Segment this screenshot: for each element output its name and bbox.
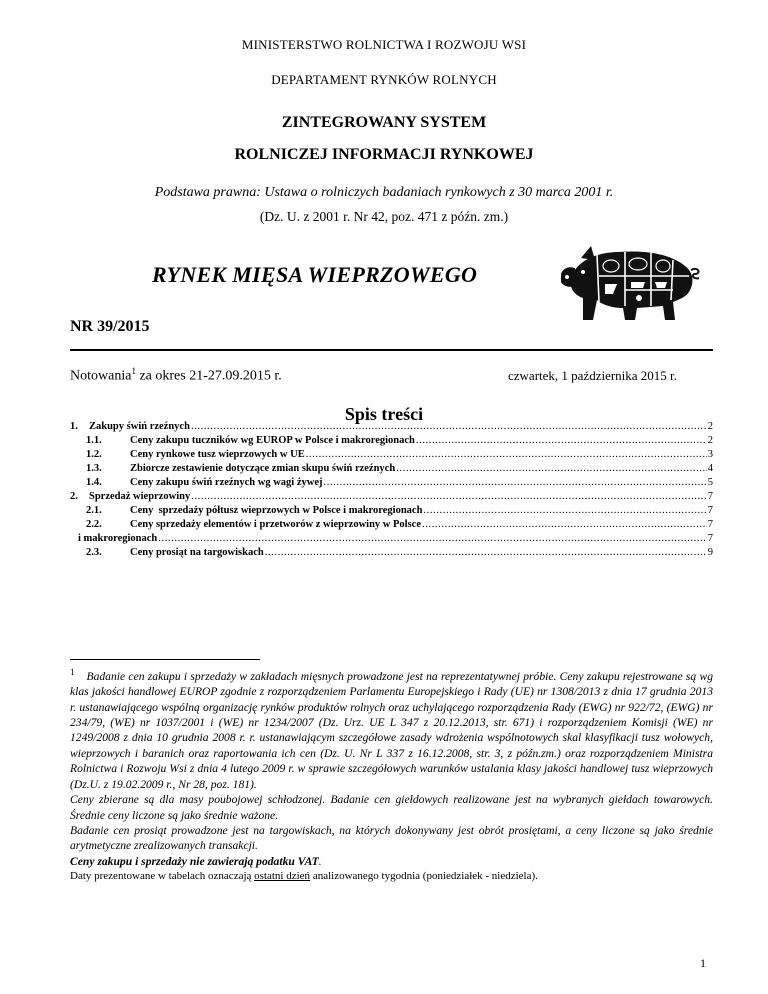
toc-entry-number: 2.2. <box>86 519 102 530</box>
toc-entry-title: Zbiorcze zestawienie dotyczące zmian skupu świń rzeźnych <box>130 463 396 474</box>
toc-entry-page: 2 <box>707 435 713 446</box>
issue-number: NR 39/2015 <box>70 318 150 335</box>
toc-entry-number: 1.2. <box>86 449 102 460</box>
quotation-label: Notowania <box>70 368 132 384</box>
publication-date: czwartek, 1 października 2015 r. <box>508 368 677 383</box>
footnote-paragraph: Ceny zbierane są dla masy poubojowej schłodzonej. Badanie cen giełdowych realizowane jest na wybranych giełdach towarowych. Średnie ceny liczone są jako średnie ważone. <box>70 793 713 822</box>
toc-entry[interactable] <box>86 433 713 446</box>
toc-entry-number: 1. <box>70 421 78 432</box>
footnote-text: Badanie cen zakupu i sprzedaży w zakładach mięsnych prowadzone jest na reprezentatywnej próbie. Ceny zakupu rejestrowane są wg klas jakości handlowej EUROP zgodnie z rozporządzeniem Parlamentu Europejskiego i Rady (UE) nr 1308/2013 z dnia 17 grudnia 2013 r. ustanawiającego wspólną organizację rynków produktów rolnych oraz uchylającego rozporządzenia Rady (EWG) nr 922/72, (EWG) nr 234/79, (WE) nr 1037/2001 i (WE) nr 1234/2007 (Dz. Urz. UE L 347 z 20.12.2013, str. 671) i rozporządzeniem Komisji (WE) nr 1249/2008 z dnia 10 grudnia 2008 r. r. ustanawiającym szczegółowe zasady wdrożenia wspólnotowych skal klasyfikacji tusz wołowych, wieprzowych i baranich oraz raportowania ich cen (Dz. U. Nr L 337 z 16.12.2008, str. 3, z późn.zm.) oraz rozporządzeniem Ministra Rolnictwa i Rozwoju Wsi z dnia 4 lutego 2009 r. w sprawie szczegółowych warunków ustalania klasy jakości handlowej tusz wieprzowych (Dz.U. z 19.02.2009 r., Nr 28, poz. 181). <box>70 669 713 791</box>
toc-entry[interactable] <box>86 545 713 558</box>
toc-entry-number: 2.1. <box>86 505 102 516</box>
toc-entry-page: 7 <box>707 533 713 544</box>
toc-entry-number: 1.3. <box>86 463 102 474</box>
toc-entry-title: Ceny zakupu świń rzeźnych wg wagi żywej <box>130 477 323 488</box>
toc-leader <box>324 477 707 488</box>
market-title: RYNEK MIĘSA WIEPRZOWEGO <box>152 262 478 287</box>
toc-leader <box>191 421 707 432</box>
toc-entry[interactable] <box>86 503 713 516</box>
dates-note-text: Daty prezentowane w tabelach oznaczają <box>70 870 255 883</box>
toc-entry-page: 5 <box>707 477 713 488</box>
toc-entry-page: 7 <box>707 505 713 516</box>
toc-entry-number: 1.4. <box>86 477 102 488</box>
toc-leader <box>423 505 706 516</box>
toc-entry-title: Sprzedaż wieprzowiny <box>89 491 191 502</box>
legal-basis: Podstawa prawna: Ustawa o rolniczych badaniach rynkowych z 30 marca 2001 r. <box>154 185 614 200</box>
footnote-ref[interactable]: 1 <box>131 366 136 376</box>
toc-entry[interactable] <box>86 475 713 488</box>
dates-note-underlined: ostatni dzień <box>254 870 311 883</box>
vat-notice-period: . <box>318 854 322 868</box>
system-title-line2: ROLNICZEJ INFORMACJI RYNKOWEJ <box>234 146 534 163</box>
system-title-line1: ZINTEGROWANY SYSTEM <box>281 114 487 131</box>
pig-icon <box>553 240 705 324</box>
ministry-name: MINISTERSTWO ROLNICTWA I ROZWOJU WSI <box>241 37 527 52</box>
footnote-paragraph <box>70 665 713 792</box>
toc-leader <box>158 533 707 544</box>
toc-entry-page: 7 <box>707 491 713 502</box>
quotation-range: za okres 21-27.09.2015 r. <box>135 368 282 384</box>
toc-entry[interactable] <box>70 489 713 502</box>
footnote-separator <box>70 659 260 660</box>
footnote-vat-notice <box>70 854 713 869</box>
footnote-paragraph: Badanie cen prosiąt prowadzone jest na targowiskach, na których dokonywany jest obrót prosiętami, a ceny liczone są jako średnie arytmetyczne zrealizowanych transakcji. <box>70 823 713 853</box>
legal-reference: (Dz. U. z 2001 r. Nr 42, poz. 471 z późn. zm.) <box>259 209 509 224</box>
toc-leader <box>306 449 707 460</box>
toc-entry-page: 9 <box>707 547 713 558</box>
toc-entry[interactable] <box>86 447 713 460</box>
toc-entry-number: 2. <box>70 491 78 502</box>
toc-leader <box>396 463 707 474</box>
header-divider <box>70 349 713 351</box>
toc-entry-title: Ceny zakupu tuczników wg EUROP w Polsce i makroregionach <box>130 435 415 446</box>
toc-leader <box>265 547 707 558</box>
toc-entry[interactable] <box>70 419 713 432</box>
footnote <box>70 665 713 885</box>
toc-leader <box>191 491 707 502</box>
toc-entry-page: 4 <box>707 463 713 474</box>
toc-entry-number: 1.1. <box>86 435 102 446</box>
toc-entry-title: Ceny prosiąt na targowiskach <box>130 547 264 558</box>
dates-note-text-end: analizowanego tygodnia (poniedziałek - niedziela). <box>310 870 538 883</box>
toc-entry-page: 2 <box>707 421 713 432</box>
toc-title: Spis treści <box>344 404 424 424</box>
toc-entry[interactable] <box>86 517 713 530</box>
toc-entry-title: Zakupy świń rzeźnych <box>89 421 190 432</box>
toc-entry-page: 3 <box>707 449 713 460</box>
toc-entry-page: 7 <box>707 519 713 530</box>
toc-entry[interactable] <box>86 461 713 474</box>
toc-entry-title: i makroregionach <box>78 533 158 544</box>
toc-leader <box>422 519 707 530</box>
toc-entry-title: Ceny rynkowe tusz wieprzowych w UE <box>130 449 305 460</box>
pig-cuts-illustration <box>553 240 705 324</box>
department-name: DEPARTAMENT RYNKÓW ROLNYCH <box>271 72 497 87</box>
page-number: 1 <box>700 956 706 970</box>
toc-entry-title: Ceny sprzedaży półtusz wieprzowych w Polsce i makroregionach <box>130 505 423 516</box>
toc-entry-title: Ceny sprzedaży elementów i przetworów z wieprzowiny w Polsce <box>130 519 422 530</box>
vat-notice-text: Ceny zakupu i sprzedaży nie zawierają podatku VAT <box>70 854 319 868</box>
toc-entry[interactable] <box>78 531 713 544</box>
footnote-mark: 1 <box>70 667 75 677</box>
footnote-dates-note <box>70 869 713 884</box>
toc-entry-number: 2.3. <box>86 547 102 558</box>
quotation-period <box>70 366 282 385</box>
toc-leader <box>416 435 707 446</box>
